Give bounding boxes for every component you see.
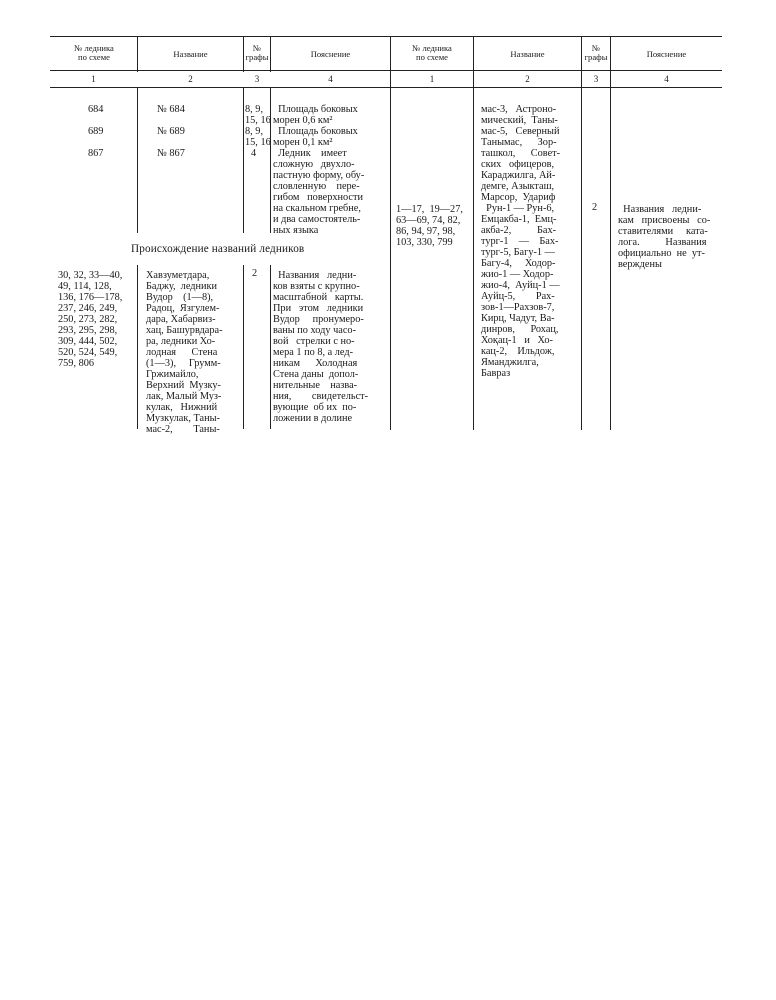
- divider-right-2-3: [581, 36, 582, 430]
- column-numbers-bottom-rule: [50, 87, 722, 88]
- divider-right-1-2: [473, 36, 474, 430]
- glacier-note-684: Площадь боковых морен 0,6 км²: [273, 104, 358, 126]
- glacier-name-867: № 867: [157, 148, 185, 159]
- divider-right-3-4: [610, 36, 611, 430]
- divider-left-1-2-body: [137, 87, 138, 233]
- divider-left-1-2-body-lower: [137, 265, 138, 429]
- divider-left-2-3-body: [243, 87, 244, 233]
- right-column: 2: [592, 202, 598, 213]
- header-bottom-rule: [50, 70, 722, 71]
- column-number-r1: 1: [429, 74, 435, 84]
- column-number-l3: 3: [254, 74, 260, 84]
- glacier-column-867: 4: [251, 148, 257, 159]
- column-number-l1: 1: [91, 74, 96, 84]
- header-note-right: Пояснение: [646, 49, 687, 59]
- glacier-note-867: Ледник имеет сложную двухло- пастную форму, обу- словленную пере- гибом поверхности на скальном гребне, и два самостоятель- ных языка: [273, 148, 365, 236]
- right-glacier-names: мас-3, Астроно- мический, Таны- мас-5, Северный Танымас, Зор- ташкол, Совет- ских офицеров, Караджилга, Ай- демге, Азыкташ, Марсор, Удариф Рун-1 — Рун-6, Емцакба-1, Емц- акба-2, Бах- тург-1 — Бах- тург-5, Багу-1 — Багу-4, Ходор- жио-1 — Ходор- жио-4, Ауйц-1 — Ауйц-5, Рах- зов-1—Рахзов-7, Кирц, Чадут, Ва- динров, Рохац, Хоқац-1 и Хо- кац-2, Ильдож, Яманджилга, Бавраз: [481, 104, 561, 379]
- glacier-name-689: № 689: [157, 126, 185, 137]
- divider-left-2-3-body-lower: [243, 265, 244, 429]
- origin-glacier-numbers: 30, 32, 33—40, 49, 114, 128, 136, 176—178, 237, 246, 249, 250, 273, 282, 293, 295, 298, 309, 444, 502, 520, 524, 549, 759, 806: [58, 270, 123, 369]
- section-heading: Происхождение названий ледников: [131, 243, 305, 255]
- origin-note: Названия ледни- ков взяты с крупно- масштабной карты. При этом ледники Вудор пронумеро- ваны по ходу часо- вой стрелки с но- мера 1 по 8, а лед- никам Холодная Стена даны допол- нительные назва- ния, свидетельст- вующие об их по- ложении в долине: [273, 270, 369, 424]
- glacier-column-684: 8, 9, 15, 16: [245, 104, 271, 126]
- glacier-number-867: 867: [88, 148, 104, 159]
- column-number-l4: 4: [328, 74, 333, 84]
- header-note-left: Пояснение: [310, 49, 351, 59]
- origin-glacier-names: Хавзуметдара, Баджу, ледники Вудор (1—8), Радоц, Язгулем- дара, Хабарвиз- хац, Башурвдара- ра, ледники Хо- лодная Стена (1—3), Грумм- Гржимайло, Верхний Музку- лак, Малый Муз- кулак, Нижний Музкулак, Таны- мас-2, Таны-: [146, 270, 223, 435]
- glacier-number-684: 684: [88, 104, 104, 115]
- header-glacier-number-right: № ледника по схеме: [412, 43, 452, 62]
- right-glacier-numbers: 1—17, 19—27, 63—69, 74, 82, 86, 94, 97, 98, 103, 330, 799: [396, 204, 463, 248]
- divider-left-3-4-body-lower: [270, 265, 271, 429]
- glacier-name-684: № 684: [157, 104, 185, 115]
- right-note: Названия ледни- кам присвоены со- ставителями ката- лога. Названия официально не ут- верждены: [618, 204, 711, 270]
- header-column-right: № графы: [584, 43, 608, 62]
- origin-column: 2: [252, 268, 258, 279]
- header-name-right: Название: [510, 49, 545, 59]
- glacier-note-689: Площадь боковых морен 0,1 км²: [273, 126, 358, 148]
- glacier-column-689: 8, 9, 15, 16: [245, 126, 271, 148]
- column-number-r3: 3: [593, 74, 599, 84]
- header-column-left: № графы: [245, 43, 269, 62]
- divider-center: [390, 36, 391, 430]
- column-number-r2: 2: [525, 74, 530, 84]
- glacier-number-689: 689: [88, 126, 104, 137]
- table-top-rule: [50, 36, 722, 37]
- column-number-r4: 4: [664, 74, 669, 84]
- header-name-left: Название: [173, 49, 208, 59]
- header-glacier-number-left: № ледника по схеме: [74, 43, 114, 62]
- column-number-l2: 2: [188, 74, 193, 84]
